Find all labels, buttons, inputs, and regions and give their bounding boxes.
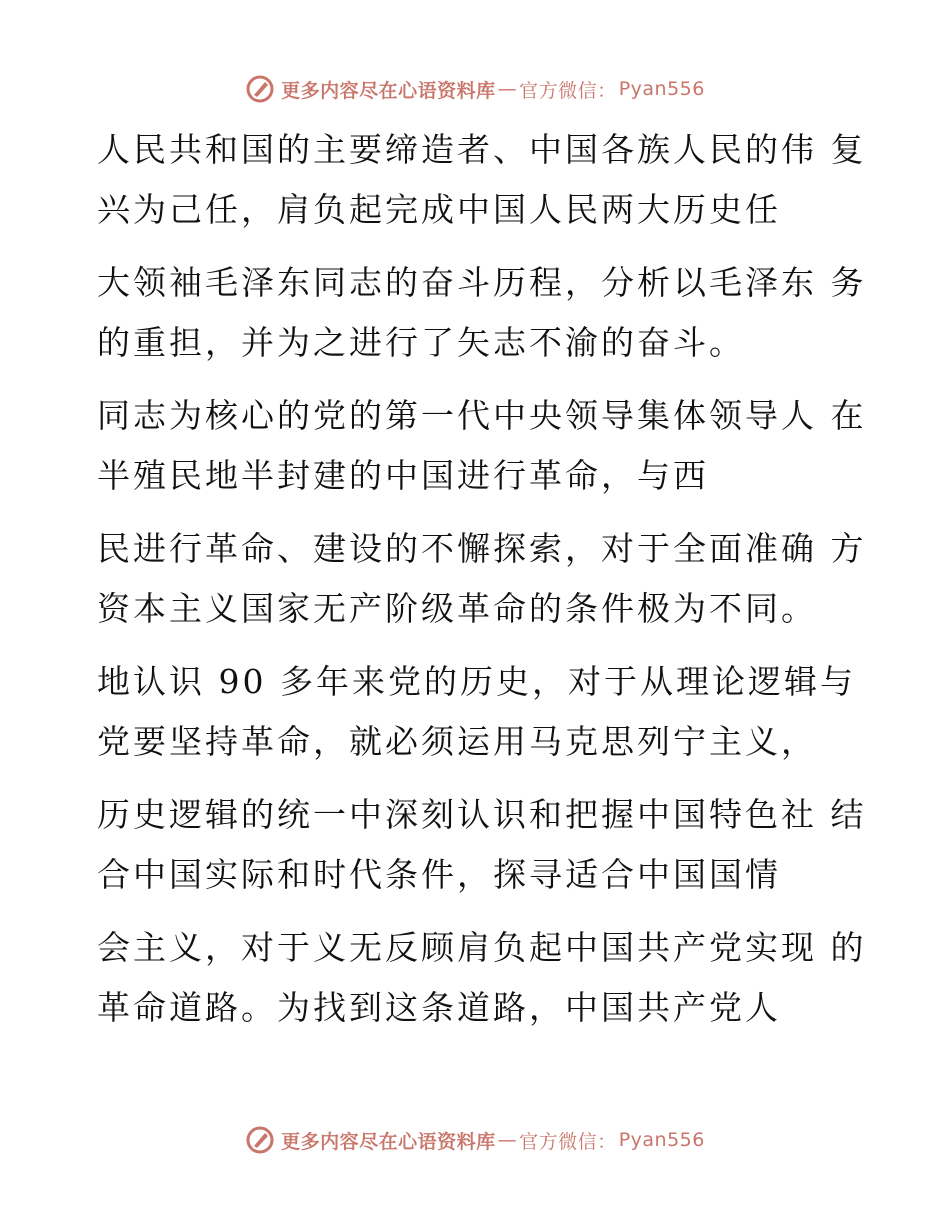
- pen-logo-icon: [245, 1125, 275, 1155]
- watermark-wechat-id: Pyan556: [618, 1129, 705, 1151]
- text-line: 合中国实际和时代条件，探寻适合中国国情: [97, 855, 781, 894]
- watermark-separator: —: [497, 78, 518, 100]
- text-line: 半殖民地半封建的中国进行革命，与西: [97, 456, 709, 495]
- text-line: 人民共和国的主要缔造者、中国各族人民的伟 复: [97, 130, 867, 169]
- text-line: 兴为己任，肩负起完成中国人民两大历史任: [97, 190, 781, 229]
- watermark-brand: 更多内容尽在心语资料库: [281, 1130, 496, 1153]
- footer-watermark: [0, 1123, 950, 1157]
- text-line: 同志为核心的党的第一代中央领导集体领导人 在: [97, 396, 867, 435]
- text-line: 的重担，并为之进行了矢志不渝的奋斗。: [97, 323, 745, 362]
- text-line: 会主义，对于义无反顾肩负起中国共产党实现 的: [97, 928, 867, 967]
- watermark-separator: —: [497, 1129, 518, 1151]
- watermark-brand: 更多内容尽在心语资料库: [281, 79, 496, 102]
- document-body: [97, 120, 867, 1038]
- text-line: 党要坚持革命，就必须运用马克思列宁主义，: [97, 722, 817, 761]
- text-line: 民进行革命、建设的不懈探索，对于全面准确 方: [97, 529, 867, 568]
- watermark-wechat-id: Pyan556: [618, 78, 705, 100]
- text-line: 历史逻辑的统一中深刻认识和把握中国特色社 结: [97, 795, 867, 834]
- header-watermark: [0, 72, 950, 106]
- pen-logo-icon: [245, 74, 275, 104]
- watermark-label: 官方微信：: [519, 1130, 617, 1153]
- watermark-label: 官方微信：: [519, 79, 617, 102]
- text-line: 地认识 90 多年来党的历史，对于从理论逻辑与: [97, 662, 856, 701]
- text-line: 革命道路。为找到这条道路，中国共产党人: [97, 988, 781, 1027]
- text-line: 大领袖毛泽东同志的奋斗历程，分析以毛泽东 务: [97, 263, 867, 302]
- text-line: 资本主义国家无产阶级革命的条件极为不同。: [97, 589, 817, 628]
